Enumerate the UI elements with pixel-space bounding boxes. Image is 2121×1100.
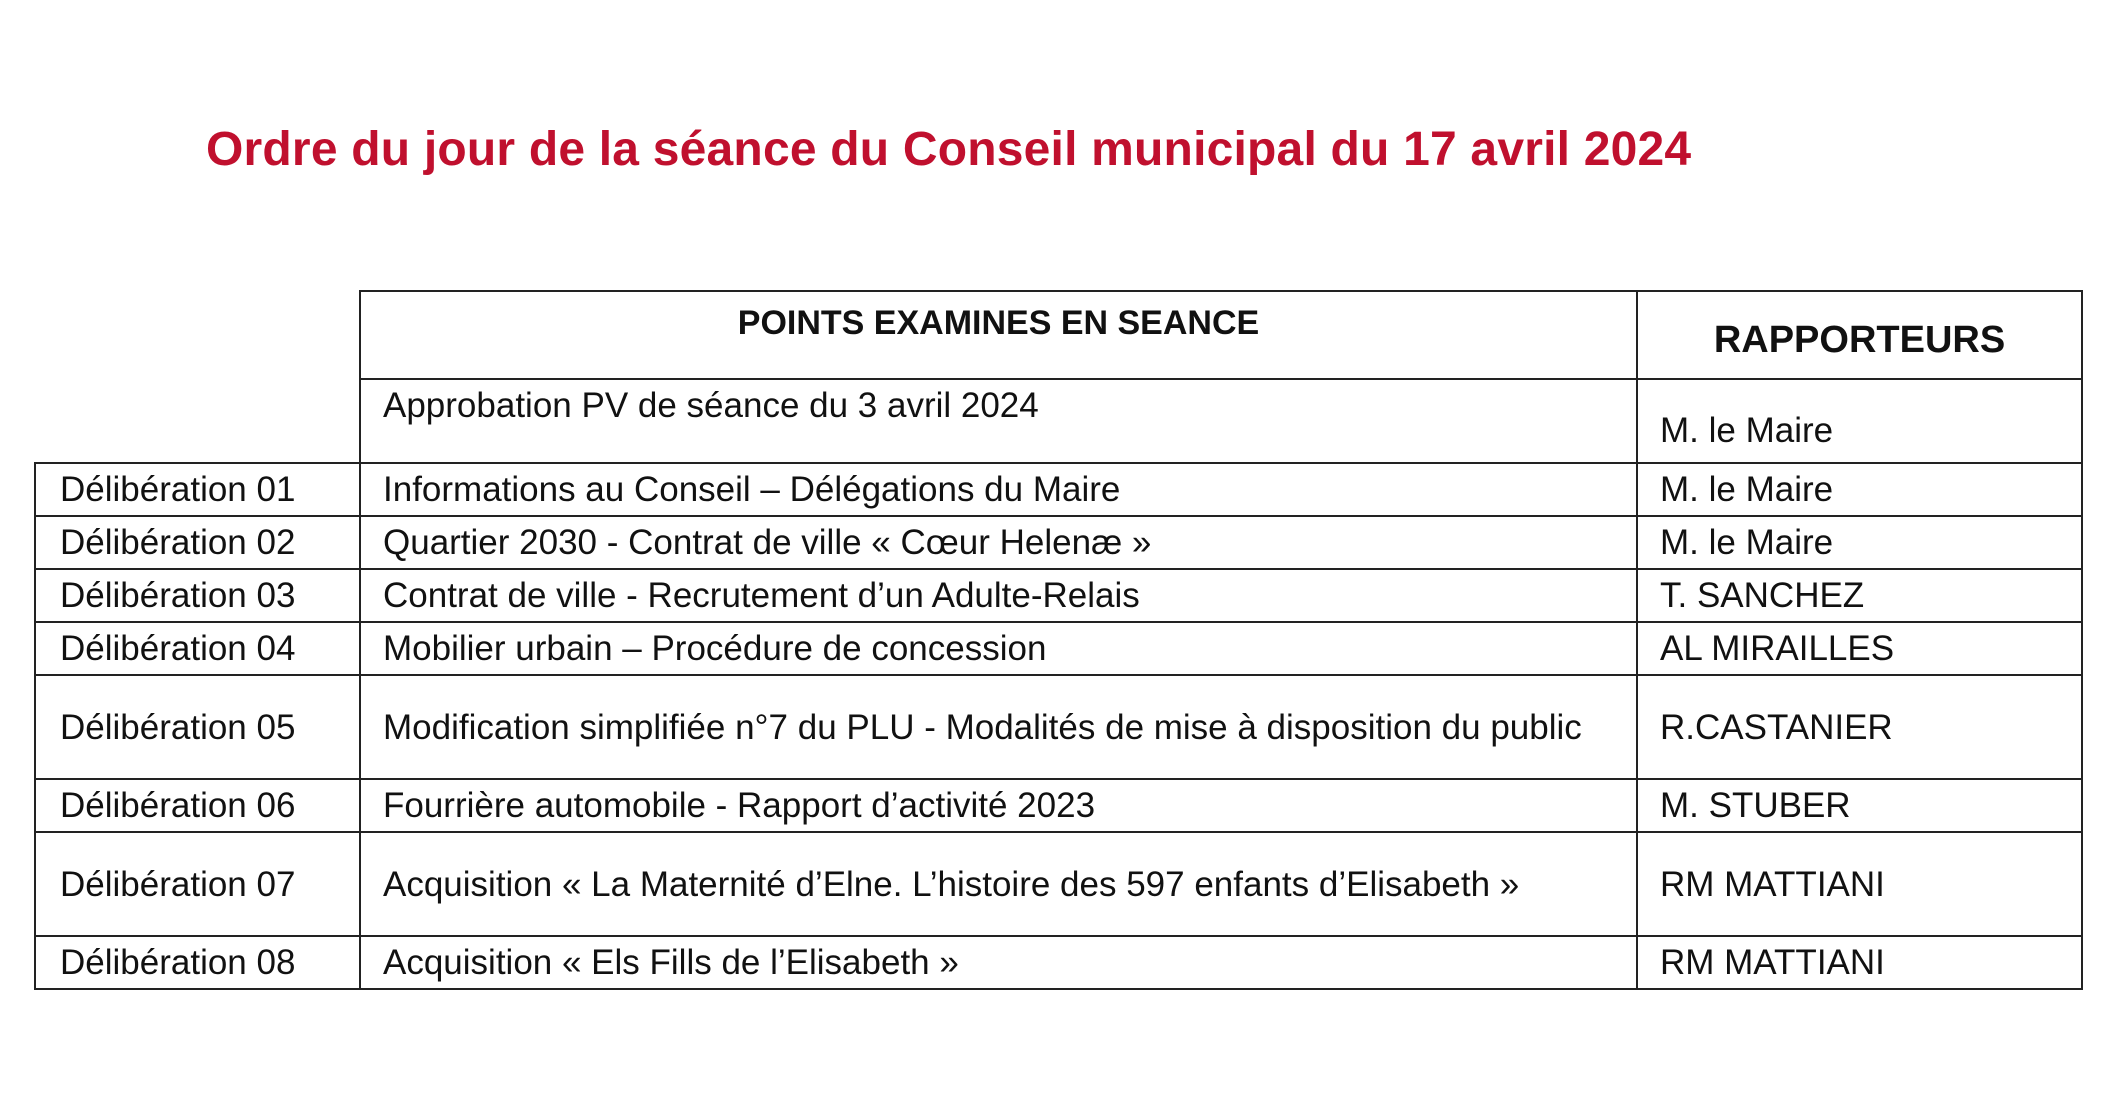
rapporteur-cell: RM MATTIANI — [1637, 832, 2082, 936]
empty-number-cell — [35, 379, 360, 463]
deliberation-number: Délibération 08 — [35, 936, 360, 989]
deliberation-number: Délibération 03 — [35, 569, 360, 622]
point-cell: Contrat de ville - Recrutement d’un Adulte-Relais — [360, 569, 1637, 622]
point-cell: Mobilier urbain – Procédure de concession — [360, 622, 1637, 675]
table-row — [35, 463, 2082, 516]
table-row-pv — [35, 379, 2082, 463]
point-cell: Approbation PV de séance du 3 avril 2024 — [360, 379, 1637, 463]
rapporteur-cell: M. le Maire — [1637, 516, 2082, 569]
page-title: Ordre du jour de la séance du Conseil municipal du 17 avril 2024 — [206, 123, 1692, 176]
table-row — [35, 569, 2082, 622]
empty-corner-cell — [35, 291, 360, 379]
rapporteur-cell: T. SANCHEZ — [1637, 569, 2082, 622]
point-cell: Informations au Conseil – Délégations du Maire — [360, 463, 1637, 516]
point-cell: Modification simplifiée n°7 du PLU - Modalités de mise à disposition du public — [360, 675, 1637, 779]
rapporteur-cell: M. STUBER — [1637, 779, 2082, 832]
table-row — [35, 779, 2082, 832]
deliberation-number: Délibération 07 — [35, 832, 360, 936]
header-rapporteurs: RAPPORTEURS — [1637, 291, 2082, 379]
rapporteur-cell: AL MIRAILLES — [1637, 622, 2082, 675]
point-cell: Fourrière automobile - Rapport d’activité 2023 — [360, 779, 1637, 832]
table-row — [35, 675, 2082, 779]
point-cell: Acquisition « La Maternité d’Elne. L’histoire des 597 enfants d’Elisabeth » — [360, 832, 1637, 936]
deliberation-number: Délibération 01 — [35, 463, 360, 516]
deliberation-number: Délibération 06 — [35, 779, 360, 832]
table-row — [35, 622, 2082, 675]
rapporteur-cell: M. le Maire — [1637, 463, 2082, 516]
agenda-table — [34, 290, 2083, 990]
deliberation-number: Délibération 02 — [35, 516, 360, 569]
rapporteur-cell: R.CASTANIER — [1637, 675, 2082, 779]
table-row — [35, 516, 2082, 569]
rapporteur-cell: M. le Maire — [1637, 379, 2082, 463]
rapporteur-cell: RM MATTIANI — [1637, 936, 2082, 989]
table-row — [35, 832, 2082, 936]
point-cell: Quartier 2030 - Contrat de ville « Cœur Helenæ » — [360, 516, 1637, 569]
point-cell: Acquisition « Els Fills de l’Elisabeth » — [360, 936, 1637, 989]
deliberation-number: Délibération 05 — [35, 675, 360, 779]
header-points: POINTS EXAMINES EN SEANCE — [360, 291, 1637, 379]
deliberation-number: Délibération 04 — [35, 622, 360, 675]
table-row — [35, 936, 2082, 989]
table-header-row — [35, 291, 2082, 379]
